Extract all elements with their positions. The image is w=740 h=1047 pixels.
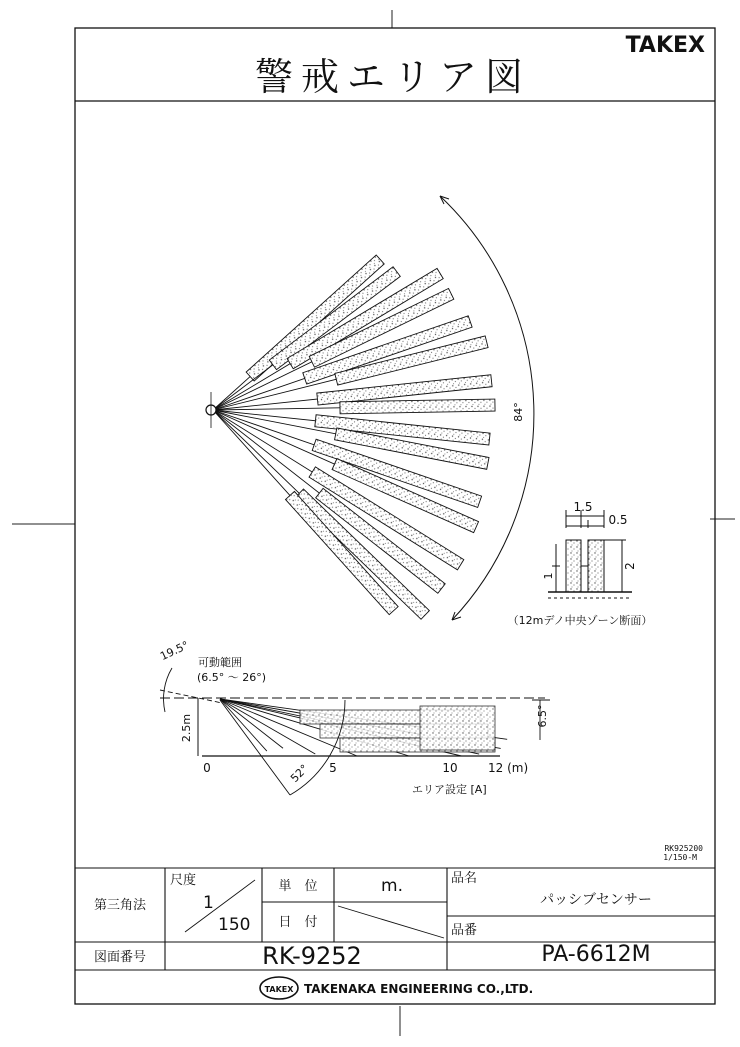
unit-label: 単 位 xyxy=(278,879,318,894)
unit-value: m. xyxy=(381,876,403,896)
down-angle-leg xyxy=(220,700,290,795)
detection-fan xyxy=(213,255,495,619)
side-view xyxy=(160,668,550,795)
side-beam-ray xyxy=(220,699,267,751)
side-right-angle-label: 6.5° xyxy=(536,704,549,728)
doc-code-line2: 1/150-M xyxy=(663,853,697,862)
detection-zone xyxy=(340,399,495,414)
tilt-label: 19.5° xyxy=(158,638,191,664)
top-view xyxy=(206,196,534,620)
section-gap-label: 0.5 xyxy=(608,513,628,527)
brand-logo: TAKEX xyxy=(625,33,705,58)
drawing-number: RK-9252 xyxy=(262,942,362,970)
section-height-label: 2 xyxy=(623,562,637,570)
x-tick-0: 0 xyxy=(203,761,211,775)
product-number: PA-6612M xyxy=(541,942,651,967)
angle-84-label: 84° xyxy=(512,402,525,422)
section-low-label: 1 xyxy=(542,572,555,580)
drawing-number-label: 図面番号 xyxy=(93,950,147,965)
range-title: 可動範囲 xyxy=(198,656,242,669)
section-width-label: 1.5 xyxy=(573,500,593,514)
area-setting-label: エリア設定 [A] xyxy=(412,783,487,796)
x-tick-5: 5 xyxy=(329,761,337,775)
section-caption: （12mデノ中央ゾーン断面） xyxy=(507,614,653,627)
side-height-label: 2.5m xyxy=(180,713,193,743)
side-down-angle-label: 52° xyxy=(288,762,312,786)
scale-denominator: 150 xyxy=(218,915,251,935)
product-number-label: 品番 xyxy=(451,923,478,938)
product-name: パッシブセンサー xyxy=(540,892,652,908)
doc-code-line1: RK925200 xyxy=(664,844,703,853)
date-label: 日 付 xyxy=(278,915,318,930)
company-logo-text: TAKEX xyxy=(264,985,294,994)
company-name: TAKENAKA ENGINEERING CO.,LTD. xyxy=(304,982,534,996)
scale-label: 尺度 xyxy=(170,873,197,888)
side-detection-zone xyxy=(420,706,495,750)
range-value: (6.5° ～ 26°) xyxy=(197,671,267,684)
side-beams xyxy=(220,699,507,756)
tilt-arc xyxy=(164,668,172,712)
x-tick-12: 12 (m) xyxy=(488,761,529,775)
projection-label: 第三角法 xyxy=(93,898,147,913)
tilt-guide xyxy=(160,690,222,703)
scale-numerator: 1 xyxy=(203,893,214,913)
x-tick-10: 10 xyxy=(442,761,458,775)
product-name-label: 品名 xyxy=(451,871,478,886)
sheet-title: 警戒エリア図 xyxy=(254,55,532,99)
